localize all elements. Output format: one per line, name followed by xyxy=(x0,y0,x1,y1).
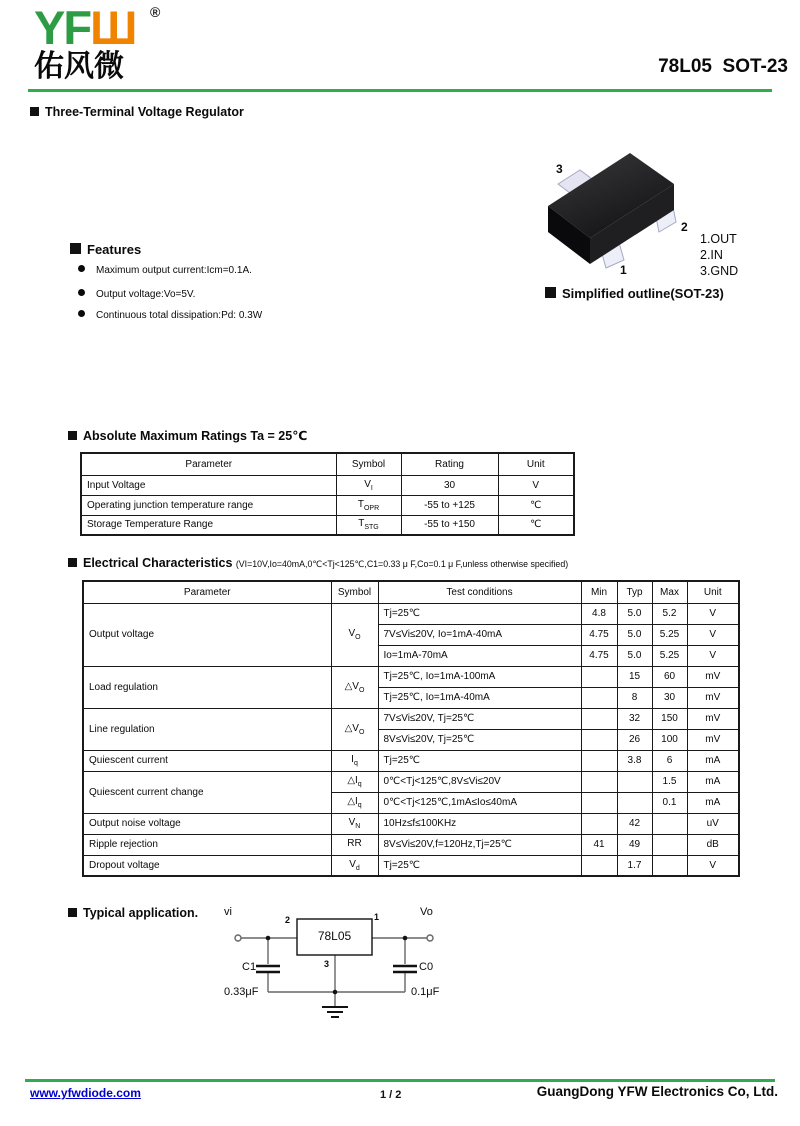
table-row: 8V≤Vi≤20V, Tj=25℃ 26 100 mV xyxy=(83,729,739,750)
bullet-icon xyxy=(78,310,85,317)
cap-c1-value: 0.33μF xyxy=(224,986,259,998)
capacitor-c0 xyxy=(393,966,417,972)
col-max: Max xyxy=(652,581,687,603)
ground-icon xyxy=(322,1007,348,1017)
output-voltage-label: Vo xyxy=(420,906,433,918)
elec-char-heading: Electrical Characteristics (VI=10V,Io=40mA,0℃<Tj<125℃,C1=0.33 μ F,Co=0.1 μ F,unless otherwise specified) xyxy=(68,556,568,570)
chip-pin2-label: 2 xyxy=(285,915,291,925)
table-row: Line regulation $\triangle V_O$ 7V≤Vi≤20V, Tj=25℃ 32 150 mV xyxy=(83,708,739,729)
table-row: 7V≤Vi≤20V, Io=1mA-40mA 4.75 5.0 5.25 V xyxy=(83,624,739,645)
feature-item: Continuous total dissipation:Pd: 0.3W xyxy=(78,310,262,321)
logo-yf-text: YF xyxy=(34,1,91,54)
section-marker-icon xyxy=(545,287,556,298)
section-marker-icon xyxy=(68,908,77,917)
col-test-conditions: Test conditions xyxy=(378,581,581,603)
table-row: Output voltage $V_O$ Tj=25℃ 4.8 5.0 5.2 V xyxy=(83,603,739,624)
table-row: Tj=25℃, Io=1mA-40mA 8 30 mV xyxy=(83,687,739,708)
table-row: Operating junction temperature range $T_{OPR}$ -55 to +125 ℃ xyxy=(81,495,574,515)
elec-conditions: (VI=10V,Io=40mA,0℃<Tj<125℃,C1=0.33 μ F,Co=0.1 μ F,unless otherwise specified) xyxy=(235,559,569,569)
pin-function-list xyxy=(700,231,738,279)
cap-c0-value: 0.1μF xyxy=(411,986,440,998)
pin-function-in: 2.IN xyxy=(700,248,723,262)
pin1-number: 1 xyxy=(620,263,627,277)
chip-label: 78L05 xyxy=(317,929,352,943)
elec-char-table xyxy=(82,580,740,877)
junction-dot xyxy=(266,936,271,941)
table-header-row xyxy=(81,453,574,475)
table-row: Storage Temperature Range $T_{STG}$ -55 to +150 ℃ xyxy=(81,515,574,535)
table-row: Load regulation $\triangle V_O$ Tj=25℃, Io=1mA-100mA 15 60 mV xyxy=(83,666,739,687)
pin2-number: 2 xyxy=(681,220,688,234)
feature-item: Maximum output current:Icm=0.1A. xyxy=(78,265,252,276)
input-voltage-label: vi xyxy=(224,906,232,918)
website-link[interactable]: www.yfwdiode.com xyxy=(30,1086,141,1100)
section-marker-icon xyxy=(68,558,77,567)
capacitor-c1 xyxy=(256,966,280,972)
company-name: GuangDong YFW Electronics Co, Ltd. xyxy=(536,1084,778,1099)
table-header-row xyxy=(83,581,739,603)
section-marker-icon xyxy=(30,107,39,116)
page-number: 1 / 2 xyxy=(380,1089,402,1101)
input-terminal xyxy=(235,935,241,941)
feature-item: Output voltage:Vo=5V. xyxy=(78,289,195,300)
col-parameter: Parameter xyxy=(81,453,336,475)
chip-pin1-label: 1 xyxy=(374,912,380,922)
table-row: Output noise voltage $V_N$ 10Hz≤f≤100KHz 42 uV xyxy=(83,813,739,834)
junction-dot xyxy=(403,936,408,941)
pin-function-out: 1.OUT xyxy=(700,232,737,246)
product-heading: Three-Terminal Voltage Regulator xyxy=(30,105,244,119)
col-parameter: Parameter xyxy=(83,581,331,603)
table-row: Quiescent current $I_q$ Tj=25℃ 3.8 6 mA xyxy=(83,750,739,771)
registered-trademark-icon: ® xyxy=(150,4,161,20)
abs-max-heading: Absolute Maximum Ratings Ta = 25℃ xyxy=(68,428,307,443)
table-row: Io=1mA-70mA 4.75 5.0 5.25 V xyxy=(83,645,739,666)
table-row: Dropout voltage $V_d$ Tj=25℃ 1.7 V xyxy=(83,855,739,876)
pin-function-gnd: 3.GND xyxy=(700,264,739,278)
table-row: Input Voltage $V_I$ 30 V xyxy=(81,475,574,495)
col-min: Min xyxy=(581,581,617,603)
logo-w-text: Ш xyxy=(90,1,136,54)
col-unit: Unit xyxy=(687,581,739,603)
outline-caption: Simplified outline(SOT-23) xyxy=(545,286,724,301)
abs-max-table xyxy=(80,452,575,536)
junction-dot xyxy=(333,990,338,995)
table-row: Quiescent current change $\triangle I_q$ 0℃<Tj<125℃,8V≤Vi≤20V 1.5 mA xyxy=(83,771,739,792)
bullet-icon xyxy=(78,265,85,272)
doc-title: 78L05 SOT-23 xyxy=(658,56,788,77)
table-row: Ripple rejection RR 8V≤Vi≤20V,f=120Hz,Tj=25℃ 41 49 dB xyxy=(83,834,739,855)
footer-divider xyxy=(25,1079,775,1082)
brand-logo xyxy=(34,1,136,54)
table-row: $\triangle I_q$ 0℃<Tj<125℃,1mA≤Io≤40mA 0.1 mA xyxy=(83,792,739,813)
features-heading: Features xyxy=(70,242,141,257)
col-symbol: Symbol xyxy=(331,581,378,603)
col-symbol: Symbol xyxy=(336,453,401,475)
header-divider xyxy=(28,89,772,92)
section-marker-icon xyxy=(68,431,77,440)
col-typ: Typ xyxy=(617,581,652,603)
bullet-icon xyxy=(78,289,85,296)
section-marker-icon xyxy=(70,243,81,254)
brand-chinese-name: 佑风微 xyxy=(34,50,124,83)
col-rating: Rating xyxy=(401,453,498,475)
output-terminal xyxy=(427,935,433,941)
pin3-number: 3 xyxy=(556,162,563,176)
application-heading: Typical application. xyxy=(68,906,198,920)
chip-pin3-label: 3 xyxy=(324,959,330,969)
cap-c1-label: C1 xyxy=(242,961,257,973)
col-unit: Unit xyxy=(498,453,574,475)
cap-c0-label: C0 xyxy=(419,961,434,973)
